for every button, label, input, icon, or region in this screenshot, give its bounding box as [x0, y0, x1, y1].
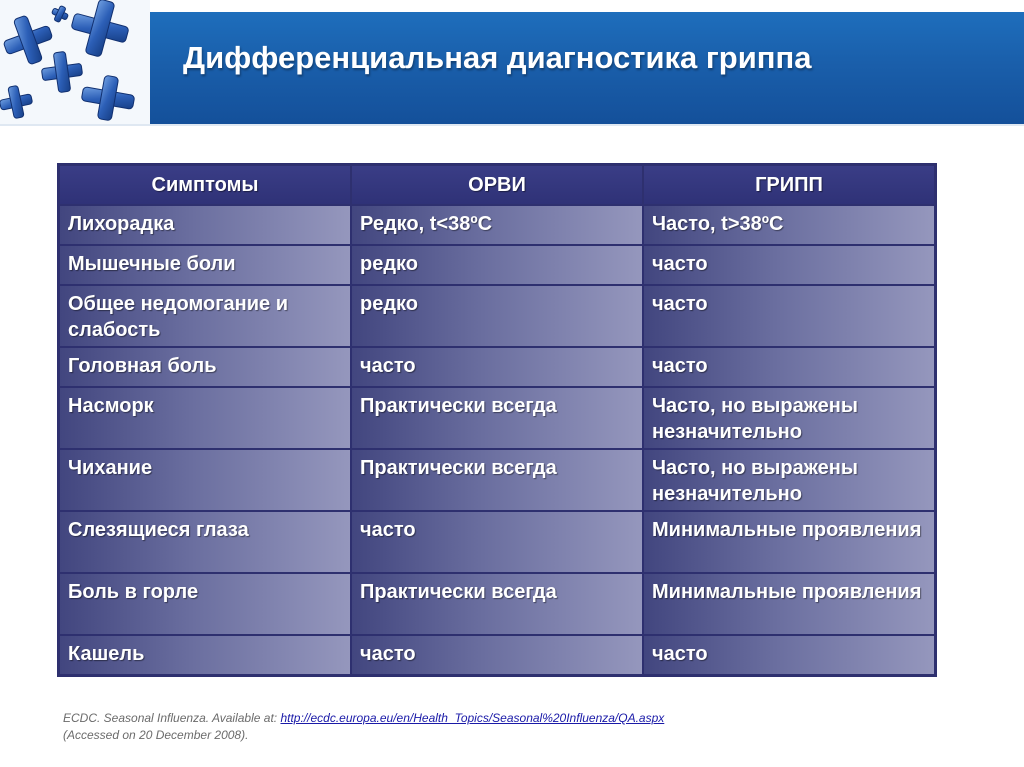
symptom-cell: Кашель [59, 635, 351, 675]
footnote-accessed: (Accessed on 20 December 2008). [63, 728, 249, 742]
flu-cell: часто [643, 347, 935, 387]
symptom-cell: Лихорадка [59, 205, 351, 245]
orvi-cell: Редко, t<38ºC [351, 205, 643, 245]
table-row [59, 449, 935, 511]
header-orvi: ОРВИ [351, 165, 643, 205]
orvi-cell: часто [351, 635, 643, 675]
orvi-cell: Практически всегда [351, 573, 643, 635]
flu-cell: часто [643, 635, 935, 675]
flu-cell: Минимальные проявления [643, 573, 935, 635]
table-row [59, 387, 935, 449]
orvi-cell: часто [351, 347, 643, 387]
flu-cell: часто [643, 245, 935, 285]
symptom-cell: Слезящиеся глаза [59, 511, 351, 573]
symptom-cell: Головная боль [59, 347, 351, 387]
symptom-cell: Боль в горле [59, 573, 351, 635]
header-flu: ГРИПП [643, 165, 935, 205]
table-row [59, 635, 935, 675]
flu-cell: Часто, но выражены незначительно [643, 387, 935, 449]
orvi-cell: Практически всегда [351, 449, 643, 511]
orvi-cell: редко [351, 285, 643, 347]
table-header-row [59, 165, 935, 205]
puzzle-cross-icon [0, 0, 150, 124]
source-footnote [63, 710, 664, 744]
orvi-cell: Практически всегда [351, 387, 643, 449]
flu-cell: Минимальные проявления [643, 511, 935, 573]
footnote-prefix: ECDC. Seasonal Influenza. Available at: [63, 711, 281, 725]
table-row [59, 245, 935, 285]
symptom-cell: Насморк [59, 387, 351, 449]
table-row [59, 285, 935, 347]
orvi-cell: редко [351, 245, 643, 285]
flu-cell: Часто, но выражены незначительно [643, 449, 935, 511]
symptom-cell: Чихание [59, 449, 351, 511]
slide-title: Дифференциальная диагностика гриппа [183, 40, 812, 75]
symptom-cell: Общее недомогание и слабость [59, 285, 351, 347]
flu-cell: часто [643, 285, 935, 347]
table-row [59, 347, 935, 387]
table-row [59, 511, 935, 573]
comparison-table [58, 164, 936, 676]
symptom-cell: Мышечные боли [59, 245, 351, 285]
orvi-cell: часто [351, 511, 643, 573]
diagnosis-table [57, 163, 937, 677]
header-symptoms: Симптомы [59, 165, 351, 205]
flu-cell: Часто, t>38ºC [643, 205, 935, 245]
source-link[interactable]: http://ecdc.europa.eu/en/Health_Topics/Seasonal%20Influenza/QA.aspx [280, 711, 665, 725]
table-row [59, 573, 935, 635]
table-row [59, 205, 935, 245]
header-divider [0, 124, 1024, 126]
logo-decoration [0, 0, 150, 124]
